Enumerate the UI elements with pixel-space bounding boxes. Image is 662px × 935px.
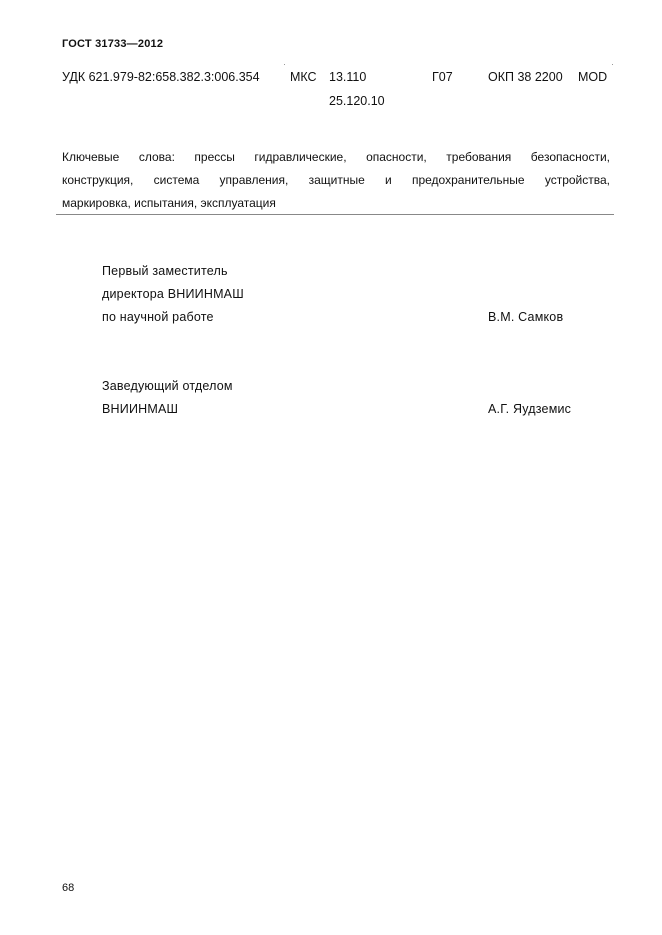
udk-code: УДК 621.979-82:658.382.3:006.354	[62, 70, 260, 84]
keywords-block	[62, 146, 610, 215]
signatory-position: по научной работе	[102, 310, 214, 324]
keywords-line: маркировка, испытания, эксплуатация	[62, 196, 276, 210]
signatory-position: Первый заместитель	[102, 264, 228, 278]
document-header: ГОСТ 31733—2012	[62, 38, 164, 50]
group-code: Г07	[432, 70, 453, 84]
signatory-position: ВНИИНМАШ	[102, 402, 179, 416]
scan-speck	[284, 64, 285, 65]
signatory-name: А.Г. Яудземис	[488, 402, 572, 416]
signatory-position: Заведующий отделом	[102, 379, 233, 393]
scan-speck	[612, 64, 613, 65]
section-divider	[56, 214, 614, 215]
signatory-name: В.М. Самков	[488, 310, 564, 324]
mks-label: МКС	[290, 70, 317, 84]
okp-code: ОКП 38 2200	[488, 70, 563, 84]
mks-code: 25.120.10	[329, 94, 385, 108]
page-number: 68	[62, 882, 75, 894]
signatory-position: директора ВНИИНМАШ	[102, 287, 244, 301]
mod-marker: MOD	[578, 70, 608, 84]
keywords-line: конструкция, система управления, защитные и предохранительные устройства,	[62, 173, 610, 187]
keywords-line: Ключевые слова: прессы гидравлические, опасности, требования безопасности,	[62, 150, 610, 164]
mks-code: 13.110	[329, 70, 367, 84]
